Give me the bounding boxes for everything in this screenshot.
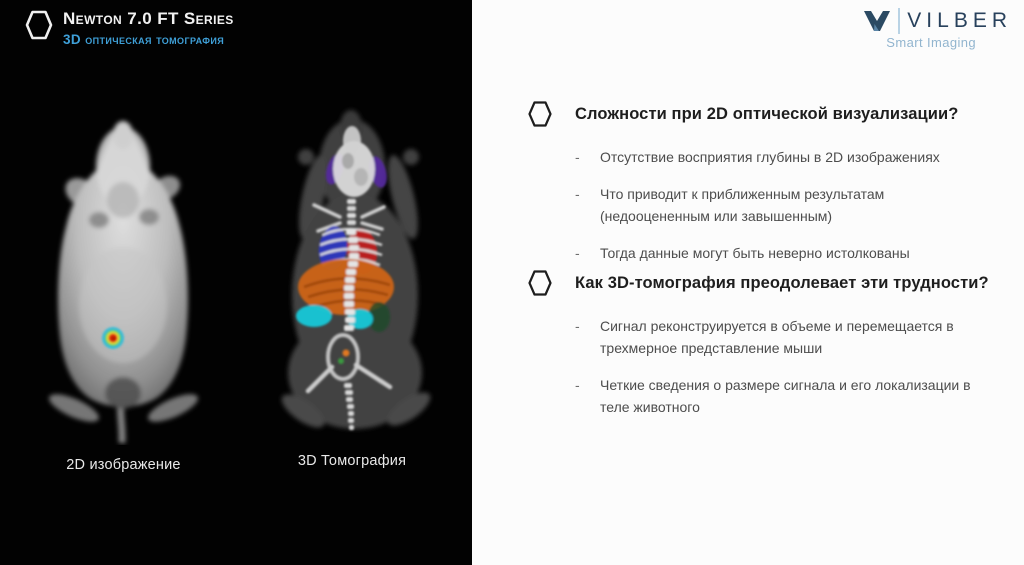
bullet-list	[575, 146, 996, 264]
logo-divider	[898, 8, 900, 34]
caption-2d: 2D изображение	[66, 457, 181, 473]
bullet-list	[575, 315, 996, 418]
hexagon-icon	[25, 10, 53, 40]
logo-brand-text: VILBER	[907, 9, 1012, 32]
caption-3d: 3D Томография	[297, 453, 407, 469]
section-3d-solutions	[528, 272, 996, 433]
bullet-item: - Тогда данные могут быть неверно истолкованы	[575, 245, 910, 261]
signal-spot	[102, 327, 124, 349]
hexagon-icon	[528, 270, 552, 296]
bullet-item: - Четкие сведения о размере сигнала и его локализации в теле животного	[575, 377, 971, 415]
mouse-2d-grayscale-image	[36, 105, 211, 445]
hexagon-icon	[528, 101, 552, 127]
product-title: Newton 7.0 FT Series	[63, 9, 234, 28]
section-heading: Сложности при 2D оптической визуализации?	[575, 105, 959, 123]
bullet-item: - Отсутствие восприятия глубины в 2D изображениях	[575, 149, 940, 165]
figure-3d-tomography	[262, 95, 442, 469]
right-panel	[472, 0, 1024, 565]
bullet-item: - Что приводит к приближенным результатам (недооцененным или завышенным)	[575, 186, 885, 224]
figure-2d-image	[36, 105, 211, 473]
mouse-3d-tomography-image	[262, 95, 442, 443]
left-panel	[0, 0, 472, 565]
section-heading: Как 3D-томография преодолевает эти трудности?	[575, 274, 989, 292]
slide-header	[25, 8, 234, 47]
logo-tagline: Smart Imaging	[886, 35, 977, 50]
bullet-item: - Сигнал реконструируется в объеме и перемещается в трехмерное представление мыши	[575, 318, 954, 356]
product-subtitle: 3D оптическая томография	[63, 32, 225, 47]
vilber-v-icon	[862, 9, 892, 34]
vilber-logo	[862, 8, 1012, 50]
organ-kidney-left	[296, 305, 332, 327]
section-2d-challenges	[528, 103, 996, 279]
